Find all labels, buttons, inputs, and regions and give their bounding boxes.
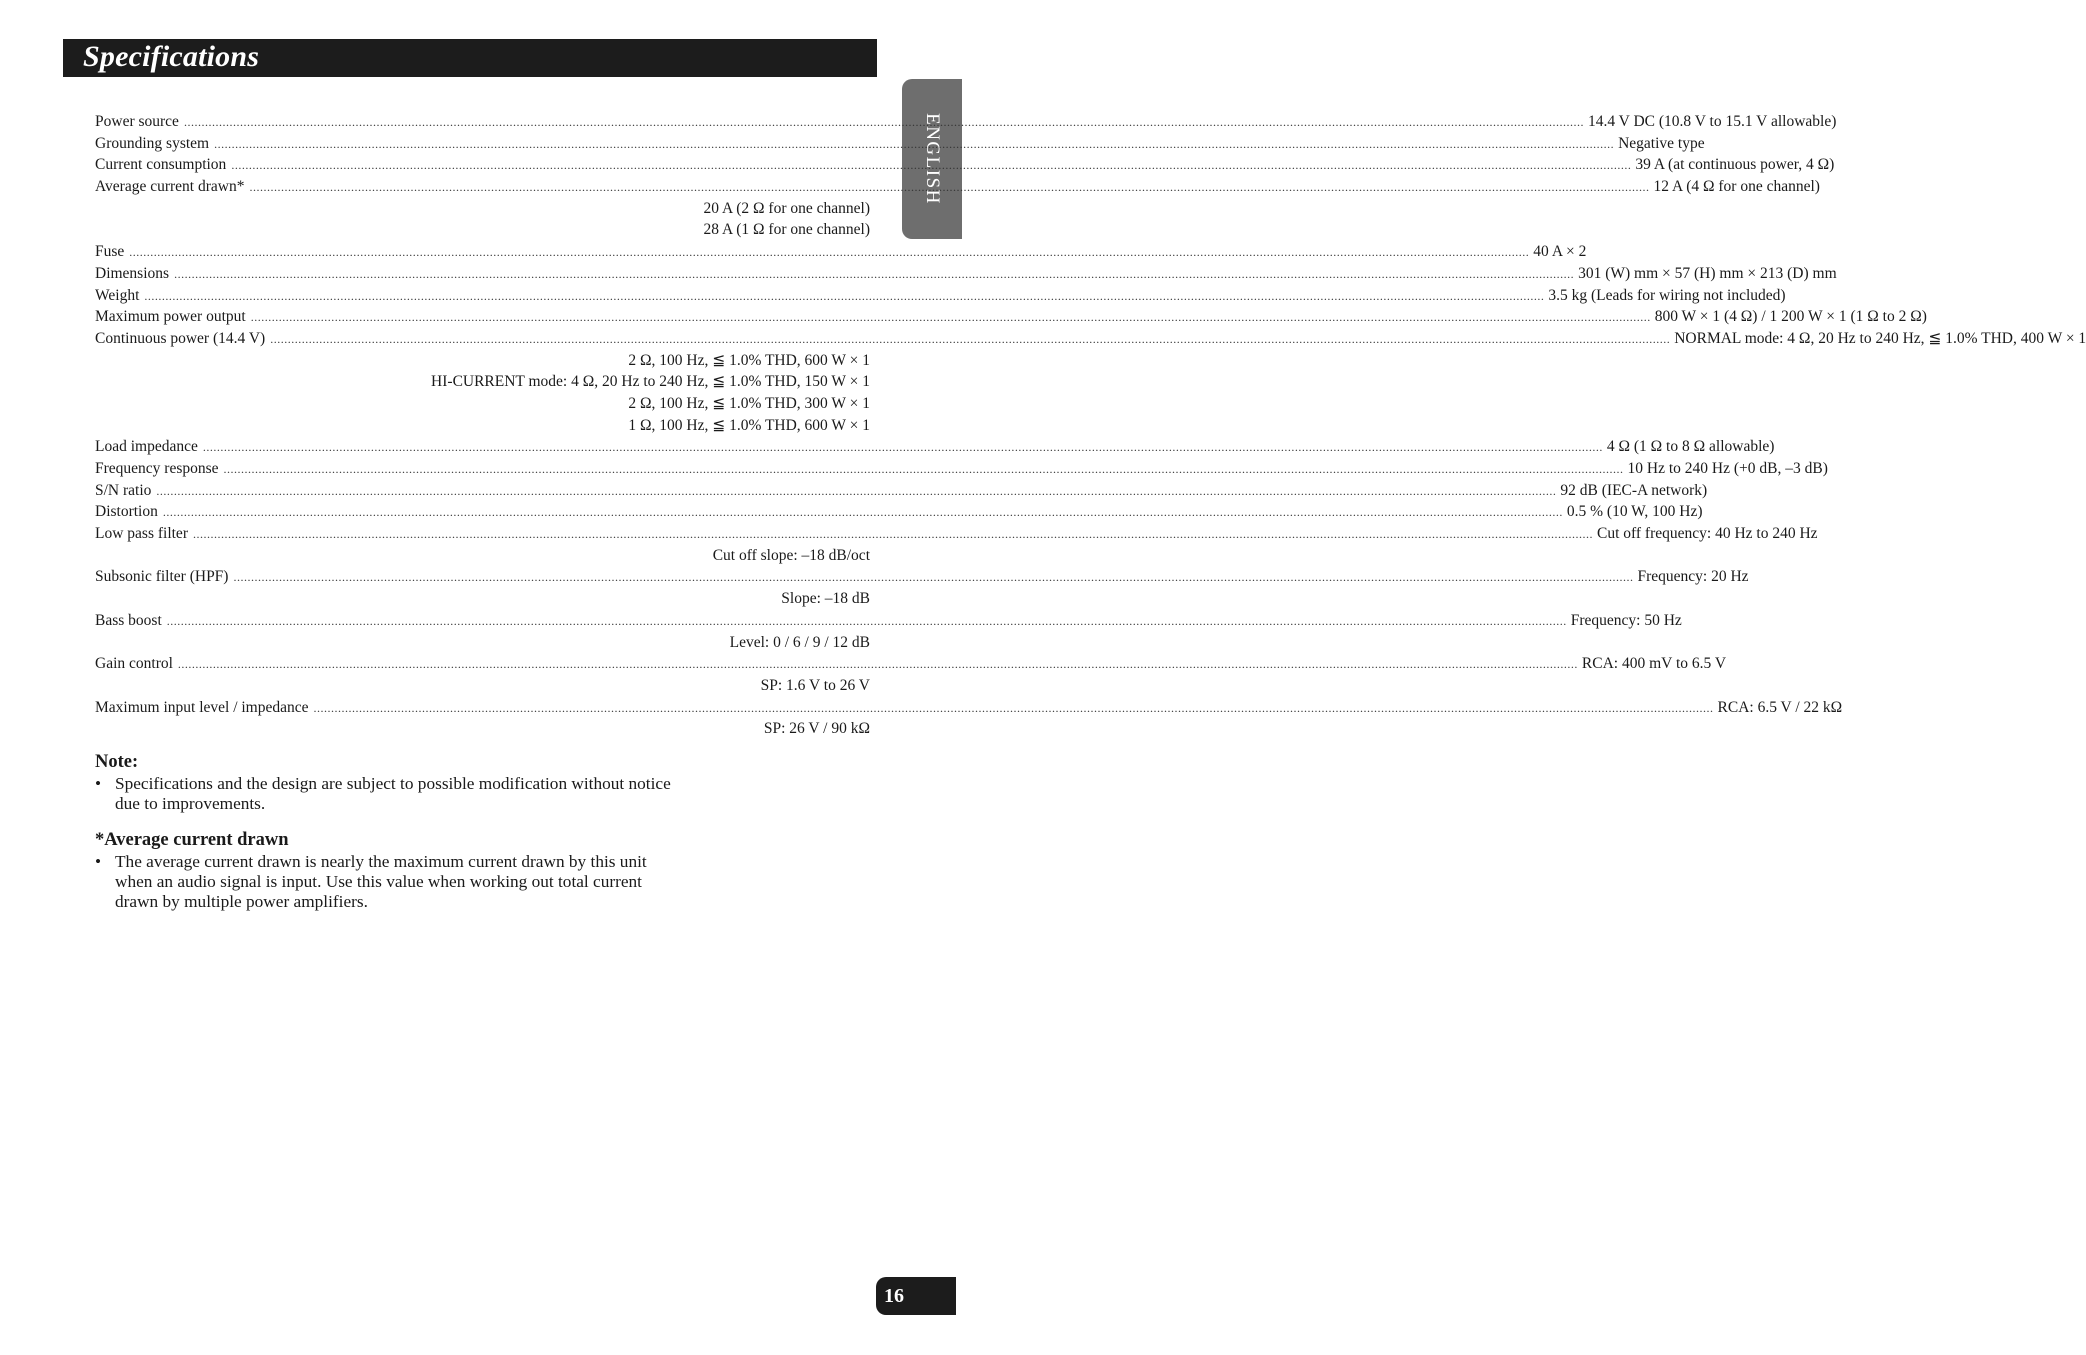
spec-row bbox=[95, 523, 1818, 545]
note-line: due to improvements. bbox=[115, 794, 266, 813]
average-current-line: when an audio signal is input. Use this value when working out total current bbox=[115, 872, 642, 891]
dot-leader: ................................................................................................................................................................................................................................................................................................................................................................................................................ bbox=[162, 505, 1563, 520]
dot-leader: ................................................................................................................................................................................................................................................................................................................................................................................................................ bbox=[192, 527, 1593, 542]
spec-value: 40 A × 2 bbox=[1533, 243, 1587, 261]
spec-value: RCA: 400 mV to 6.5 V bbox=[1581, 655, 1727, 673]
page-number: 16 bbox=[884, 1285, 904, 1307]
spec-value-continuation: HI-CURRENT mode: 4 Ω, 20 Hz to 240 Hz, ≦ 1.0% THD, 150 W × 1 bbox=[431, 373, 870, 391]
spec-row bbox=[95, 176, 1820, 198]
spec-label: Dimensions bbox=[95, 264, 170, 282]
spec-label: Subsonic filter (HPF) bbox=[95, 568, 229, 586]
spec-label: Maximum power output bbox=[95, 308, 246, 326]
spec-value: Frequency: 20 Hz bbox=[1637, 568, 1749, 586]
spec-label: Power source bbox=[95, 113, 179, 130]
notes-section bbox=[95, 750, 735, 912]
spec-value: Frequency: 50 Hz bbox=[1570, 611, 1682, 629]
spec-value: RCA: 6.5 V / 22 kΩ bbox=[1717, 698, 1843, 716]
spec-value-continuation: 20 A (2 Ω for one channel) bbox=[703, 199, 870, 217]
spec-row bbox=[95, 480, 1708, 502]
spec-label: Continuous power (14.4 V) bbox=[95, 329, 266, 347]
note-line: Specifications and the design are subject to possible modification without notice bbox=[115, 774, 671, 793]
spec-row bbox=[95, 133, 1705, 155]
spec-row bbox=[95, 501, 1703, 523]
spec-value: 4 Ω (1 Ω to 8 Ω allowable) bbox=[1606, 438, 1775, 456]
bullet-mark: • bbox=[95, 774, 102, 793]
average-current-line: The average current drawn is nearly the maximum current drawn by this unit bbox=[115, 852, 647, 871]
spec-label: Bass boost bbox=[95, 611, 162, 629]
spec-value-continuation: 1 Ω, 100 Hz, ≦ 1.0% THD, 600 W × 1 bbox=[628, 416, 870, 434]
page-number-tab bbox=[876, 1277, 956, 1315]
spec-value: 14.4 V DC (10.8 V to 15.1 V allowable) bbox=[1587, 113, 1837, 130]
spec-row bbox=[95, 458, 1828, 480]
spec-value-continuation: SP: 26 V / 90 kΩ bbox=[763, 720, 870, 738]
spec-label: Distortion bbox=[95, 503, 158, 521]
bullet-mark: • bbox=[95, 852, 102, 871]
spec-row bbox=[95, 610, 1682, 632]
spec-label: Low pass filter bbox=[95, 525, 188, 543]
spec-row bbox=[95, 285, 1786, 307]
spec-row bbox=[95, 263, 1837, 285]
spec-value-continuation: 2 Ω, 100 Hz, ≦ 1.0% THD, 600 W × 1 bbox=[628, 351, 870, 369]
dot-leader: ................................................................................................................................................................................................................................................................................................................................................................................................................ bbox=[144, 288, 1545, 303]
spec-label: Average current drawn* bbox=[95, 178, 245, 196]
spec-value: 301 (W) mm × 57 (H) mm × 213 (D) mm bbox=[1578, 264, 1837, 282]
spec-label: Fuse bbox=[95, 243, 125, 261]
spec-row bbox=[95, 566, 1749, 588]
dot-leader: ................................................................................................................................................................................................................................................................................................................................................................................................................ bbox=[249, 180, 1650, 195]
spec-row bbox=[95, 653, 1727, 675]
spec-value: Negative type bbox=[1618, 134, 1705, 152]
dot-leader: ................................................................................................................................................................................................................................................................................................................................................................................................................ bbox=[270, 331, 1671, 346]
spec-value: 3.5 kg (Leads for wiring not included) bbox=[1548, 286, 1786, 304]
dot-leader: ................................................................................................................................................................................................................................................................................................................................................................................................................ bbox=[183, 115, 1584, 129]
spec-value: 12 A (4 Ω for one channel) bbox=[1653, 178, 1820, 196]
spec-row bbox=[95, 328, 2086, 350]
average-current-line: drawn by multiple power amplifiers. bbox=[115, 892, 368, 911]
dot-leader: ................................................................................................................................................................................................................................................................................................................................................................................................................ bbox=[214, 136, 1615, 151]
spec-value-continuation: 2 Ω, 100 Hz, ≦ 1.0% THD, 300 W × 1 bbox=[628, 394, 870, 412]
spec-label: Current consumption bbox=[95, 156, 227, 174]
spec-label: Grounding system bbox=[95, 134, 210, 152]
spec-value-continuation: SP: 1.6 V to 26 V bbox=[760, 676, 870, 694]
average-current-heading: *Average current drawn bbox=[95, 830, 289, 850]
spec-value-continuation: 28 A (1 Ω for one channel) bbox=[703, 221, 870, 239]
spec-label: S/N ratio bbox=[95, 481, 152, 499]
spec-value: 39 A (at continuous power, 4 Ω) bbox=[1635, 156, 1835, 174]
spec-value: 92 dB (IEC-A network) bbox=[1560, 481, 1708, 499]
spec-label: Weight bbox=[95, 286, 140, 304]
language-label: ENGLISH bbox=[922, 113, 943, 205]
spec-row bbox=[95, 306, 1927, 328]
dot-leader: ................................................................................................................................................................................................................................................................................................................................................................................................................ bbox=[174, 266, 1575, 281]
spec-value-continuation: Slope: –18 dB bbox=[781, 590, 870, 608]
dot-leader: ................................................................................................................................................................................................................................................................................................................................................................................................................ bbox=[156, 483, 1557, 498]
dot-leader: ................................................................................................................................................................................................................................................................................................................................................................................................................ bbox=[177, 657, 1578, 672]
dot-leader: ................................................................................................................................................................................................................................................................................................................................................................................................................ bbox=[223, 462, 1624, 476]
spec-label: Frequency response bbox=[95, 460, 219, 477]
spec-value: 10 Hz to 240 Hz (+0 dB, –3 dB) bbox=[1627, 460, 1828, 477]
title-bar bbox=[63, 39, 877, 77]
spec-value: 0.5 % (10 W, 100 Hz) bbox=[1566, 503, 1703, 521]
spec-row bbox=[95, 241, 1587, 263]
dot-leader: ................................................................................................................................................................................................................................................................................................................................................................................................................ bbox=[202, 440, 1603, 455]
average-current-bullet-item bbox=[95, 852, 735, 912]
dot-leader: ................................................................................................................................................................................................................................................................................................................................................................................................................ bbox=[129, 245, 1530, 260]
spec-value-continuation: Cut off slope: –18 dB/oct bbox=[712, 546, 870, 564]
spec-value-continuation: Level: 0 / 6 / 9 / 12 dB bbox=[729, 633, 870, 651]
spec-row bbox=[95, 111, 1837, 133]
spec-label: Maximum input level / impedance bbox=[95, 698, 309, 716]
dot-leader: ................................................................................................................................................................................................................................................................................................................................................................................................................ bbox=[250, 310, 1651, 325]
page-title: Specifications bbox=[83, 40, 260, 73]
spec-row bbox=[95, 154, 1835, 176]
spec-value: 800 W × 1 (4 Ω) / 1 200 W × 1 (1 Ω to 2 Ω) bbox=[1654, 308, 1927, 326]
spec-value: Cut off frequency: 40 Hz to 240 Hz bbox=[1596, 525, 1818, 543]
spec-row bbox=[95, 436, 1775, 458]
dot-leader: ................................................................................................................................................................................................................................................................................................................................................................................................................ bbox=[166, 613, 1567, 628]
dot-leader: ................................................................................................................................................................................................................................................................................................................................................................................................................ bbox=[231, 158, 1632, 173]
spec-value: NORMAL mode: 4 Ω, 20 Hz to 240 Hz, ≦ 1.0% THD, 400 W × 1 bbox=[1674, 329, 2086, 347]
dot-leader: ................................................................................................................................................................................................................................................................................................................................................................................................................ bbox=[233, 570, 1634, 585]
note-bullet-item bbox=[95, 774, 735, 814]
note-heading: Note: bbox=[95, 752, 139, 772]
dot-leader: ................................................................................................................................................................................................................................................................................................................................................................................................................ bbox=[313, 700, 1714, 715]
spec-label: Gain control bbox=[95, 655, 173, 673]
spec-label: Load impedance bbox=[95, 438, 198, 456]
spec-row bbox=[95, 697, 1843, 719]
